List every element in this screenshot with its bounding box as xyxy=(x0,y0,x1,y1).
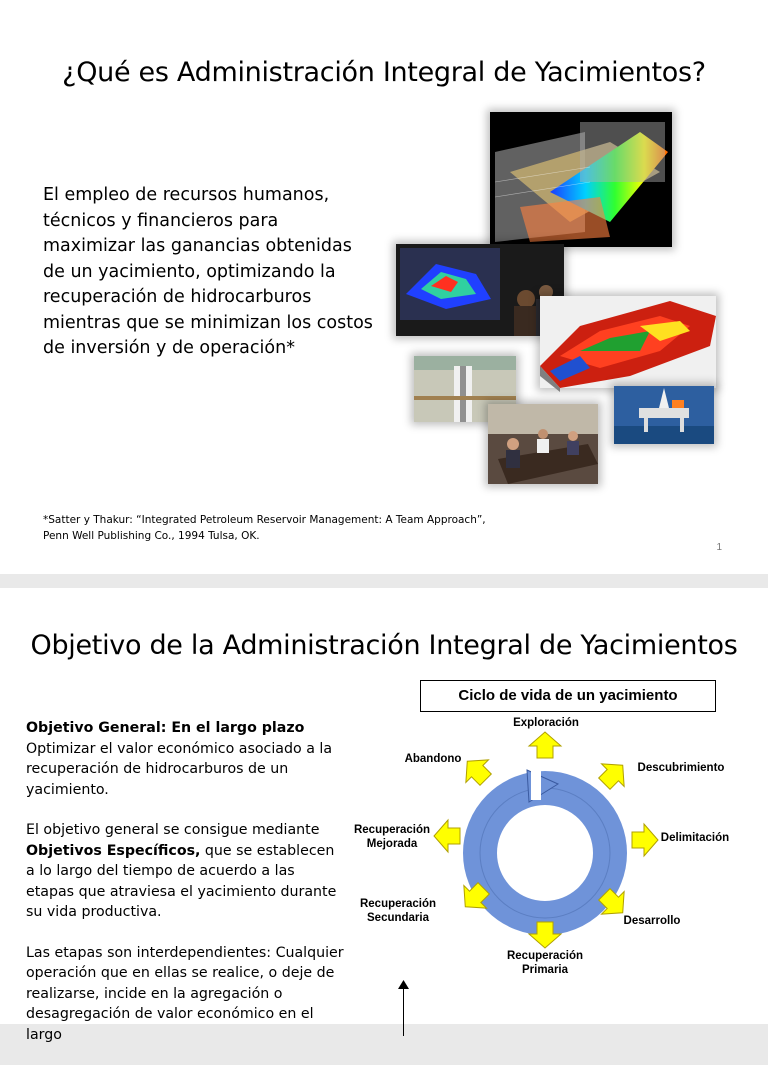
slide-2-title: Objetivo de la Administración Integral de Yacimientos xyxy=(30,630,738,661)
general-objective-heading: Objetivo General: En el largo plazo xyxy=(26,720,305,736)
slide-1-title: ¿Qué es Administración Integral de Yacimientos? xyxy=(62,57,706,88)
slide-2 xyxy=(0,588,768,1043)
vertical-axis-line xyxy=(403,986,404,1036)
general-objective-text: Optimizar el valor económico asociado a la recuperación de hidrocarburos de un yacimiento. xyxy=(26,740,333,798)
seismic-cube-image xyxy=(490,112,672,247)
stage-recuperacion-primaria: Recuperación Primaria xyxy=(506,950,584,976)
stage-recuperacion-secundaria: Recuperación Secundaria xyxy=(359,898,437,924)
life-cycle-diagram xyxy=(0,588,768,1024)
specific-objectives-text-start: El objetivo general se consigue mediante xyxy=(26,822,320,838)
reservoir-model-image xyxy=(540,296,716,388)
arrow-exploracion xyxy=(529,732,561,758)
cycle-ring xyxy=(480,788,610,918)
page-number: 1 xyxy=(716,542,722,553)
stage-delimitacion: Delimitación xyxy=(660,832,730,844)
visualization-room-image xyxy=(396,244,564,336)
stage-recuperacion-mejorada: Recuperación Mejorada xyxy=(353,824,431,850)
stage-exploracion: Exploración xyxy=(513,717,579,729)
citation-footnote: *Satter y Thakur: “Integrated Petroleum Reservoir Management: A Team Approach”, Penn Well Publishing Co., 1994 Tulsa, OK. xyxy=(43,514,486,542)
definition-text: El empleo de recursos humanos, técnicos y financieros para maximizar las ganancias obtenidas de un yacimiento, optimizando la recuperación de hidrocarburos mientras que se minimizan los costos de inversión y de operación* xyxy=(43,185,373,358)
stage-desarrollo: Desarrollo xyxy=(623,915,681,927)
team-meeting-image xyxy=(488,404,598,484)
stage-descubrimiento: Descubrimiento xyxy=(637,762,725,774)
cycle-title: Ciclo de vida de un yacimiento xyxy=(420,680,716,712)
specific-objectives-bold: Objetivos Específicos, xyxy=(26,842,201,859)
specific-objectives-text-end: que se establecen a lo largo del tiempo de acuerdo a las etapas que atraviesa el yacimiento durante su vida productiva. xyxy=(26,842,337,920)
offshore-platform-image xyxy=(614,386,714,444)
stage-abandono: Abandono xyxy=(404,753,462,765)
interdependence-paragraph: Las etapas son interdependientes: Cualquier operación que en ellas se realice, o deje de realizarse, incide en la agregación o desagregación de valor económico en el largo xyxy=(26,944,344,1043)
axis-arrow-icon xyxy=(398,980,409,990)
